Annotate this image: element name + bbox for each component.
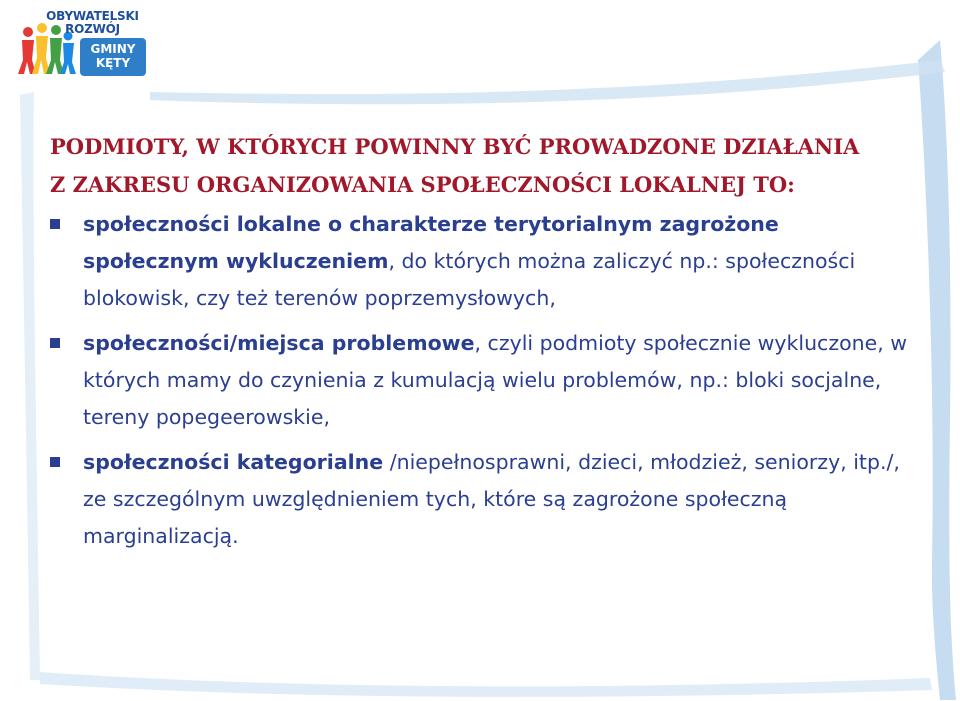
title-line-2: Z ZAKRESU ORGANIZOWANIA SPOŁECZNOŚCI LOKALNEJ TO: (50, 172, 795, 197)
title-line-1: PODMIOTY, W KTÓRYCH POWINNY BYĆ PROWADZONE DZIAŁANIA (50, 134, 860, 159)
square-bullet-icon (50, 338, 60, 348)
bullet-bold-text: społeczności lokalne o charakterze terytorialnym zagrożone społecznym wykluczeniem (83, 212, 779, 273)
logo-badge-line-1: GMINY (90, 42, 136, 56)
bullet-text: /niepełnosprawni, dzieci, młodzież, seniorzy, itp./, ze szczególnym uwzględnieniem tych, które są zagrożone społeczną marginalizacją. (83, 450, 900, 548)
logo-badge (80, 38, 146, 76)
frame-right-stroke (918, 40, 956, 700)
frame-bottom-stroke (40, 672, 932, 697)
square-bullet-icon (50, 219, 60, 229)
bullet-text: , czyli podmioty społecznie wykluczone, w których mamy do czynienia z kumulacją wielu problemów, np.: bloki socjalne, tereny popegeerowskie, (83, 331, 908, 429)
square-bullet-icon (50, 457, 60, 467)
bullet-bold-text: społeczności/miejsca problemowe (83, 331, 475, 355)
content (50, 128, 910, 563)
list-item (50, 325, 910, 436)
frame-top-stroke (150, 60, 945, 104)
list-item (50, 444, 910, 555)
logo-title (40, 10, 145, 36)
bullet-list (50, 206, 910, 555)
list-item (50, 206, 910, 317)
bullet-bold-text: społeczności kategorialne (83, 450, 384, 474)
frame-left-stroke (20, 92, 40, 680)
logo-line-1: OBYWATELSKI (46, 9, 139, 23)
logo-badge-line-2: KĘTY (95, 56, 131, 70)
bullet-text: , do których można zaliczyć np.: społeczności blokowisk, czy też terenów poprzemysłowych, (83, 249, 856, 310)
logo-line-2: ROZWÓJ (65, 22, 120, 36)
logo (18, 8, 158, 78)
page-title (50, 128, 910, 204)
